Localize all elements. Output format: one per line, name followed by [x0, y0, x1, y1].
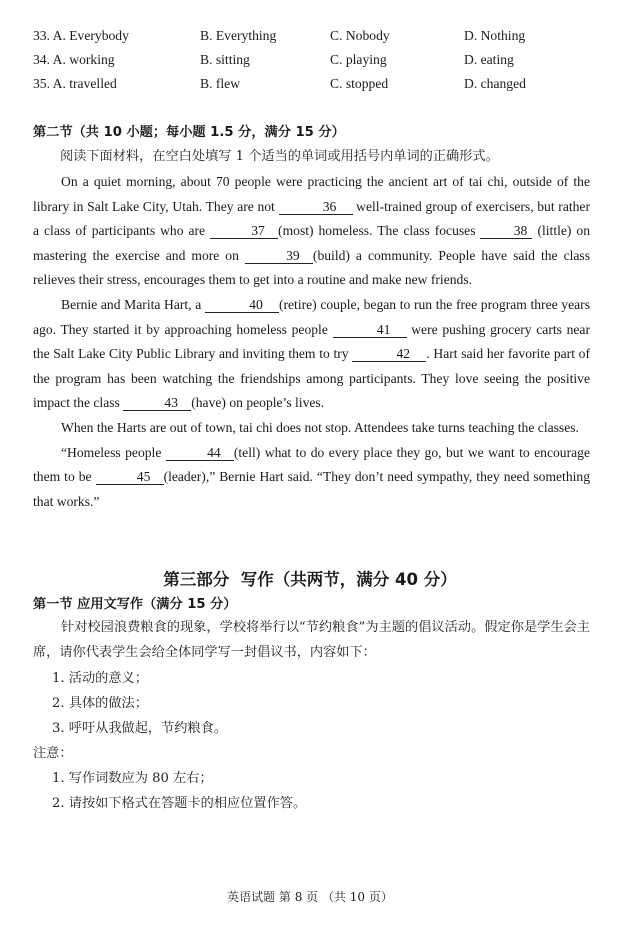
section2-heading: 第二节（共 10 小题；每小题 1.5 分，满分 15 分） — [33, 125, 345, 140]
option-33-a: 33. A. Everybody — [33, 28, 129, 43]
option-33-c: C. Nobody — [330, 28, 390, 43]
option-34-c: C. playing — [330, 52, 387, 67]
blank-37[interactable]: 37 — [210, 223, 278, 239]
blank-41[interactable]: 41 — [333, 322, 407, 338]
option-35-c: C. stopped — [330, 76, 389, 91]
option-35-a: 35. A. travelled — [33, 76, 117, 91]
option-35-b: B. flew — [200, 76, 241, 91]
option-33-d: D. Nothing — [464, 28, 526, 43]
passage-paragraph-1: On a quiet morning, about 70 people were practicing the ancient art of tai chi, outside of the library in Salt Lake City, Utah. They are not 36 well-trained group of exercisers, but rather a class of participants who are 37 (most) homeless. The class focuses 38 (little) on mastering the exercise and more on 39 (build) a community. People have said the class relieves their stress, encourages them to get into a routine and make new friends. — [33, 174, 590, 288]
option-35-d: D. changed — [464, 76, 526, 91]
page-footer: 英语试题 第 8 页 （共 10 页） — [227, 890, 393, 904]
option-34-d: D. eating — [464, 52, 514, 67]
blank-40[interactable]: 40 — [205, 297, 279, 313]
blank-43[interactable]: 43 — [123, 395, 191, 411]
note-2: 2. 请按如下格式在答题卡的相应位置作答。 — [52, 796, 307, 811]
option-34-b: B. sitting — [200, 52, 250, 67]
passage — [33, 170, 590, 514]
option-34-a: 34. A. working — [33, 52, 115, 67]
writing-task: 针对校园浪费粮食的现象，学校将举行以“节约粮食”为主题的倡议活动。假定你是学生会主席，请你代表学生会给全体同学写一封倡议书，内容如下： — [33, 620, 590, 660]
blank-45[interactable]: 45 — [96, 469, 164, 485]
blank-36[interactable]: 36 — [279, 199, 353, 215]
task-point-3: 3. 呼吁从我做起，节约粮食。 — [52, 721, 228, 736]
task-point-1: 1. 活动的意义； — [52, 671, 148, 686]
blank-44[interactable]: 44 — [166, 445, 234, 461]
blank-42[interactable]: 42 — [352, 346, 426, 362]
note-1: 1. 写作词数应为 80 左右； — [52, 771, 213, 786]
passage-paragraph-2: Bernie and Marita Hart, a 40 (retire) couple, began to run the free program three years ago. They started it by approaching homeless people 41 were pushing grocery carts near the Salt Lake City Public Library and inviting them to try 42 . Hart said her favorite part of the program has been watching the friendships among participants. They love seeing the positive impact the class 43 (have) on people’s lives. — [33, 296, 590, 411]
part3-title: 第三部分 写作（共两节，满分 40 分） — [163, 570, 457, 589]
blank-38[interactable]: 38 — [480, 223, 532, 239]
part3-section1-heading: 第一节 应用文写作（满分 15 分） — [33, 597, 237, 612]
task-point-2: 2. 具体的做法； — [52, 696, 148, 711]
passage-paragraph-3: When the Harts are out of town, tai chi does not stop. Attendees take turns teaching the classes. — [61, 419, 579, 435]
option-33-b: B. Everything — [200, 28, 277, 43]
blank-39[interactable]: 39 — [245, 248, 313, 264]
passage-paragraph-4: “Homeless people 44 (tell) what to do every place they go, but we want to encourage them to be 45 (leader),” Bernie Hart said. “They don’t need sympathy, they need something that works.” — [33, 444, 590, 509]
note-label: 注意： — [33, 746, 73, 761]
section2-instruction: 阅读下面材料，在空白处填写 1 个适当的单词或用括号内单词的正确形式。 — [60, 149, 499, 164]
